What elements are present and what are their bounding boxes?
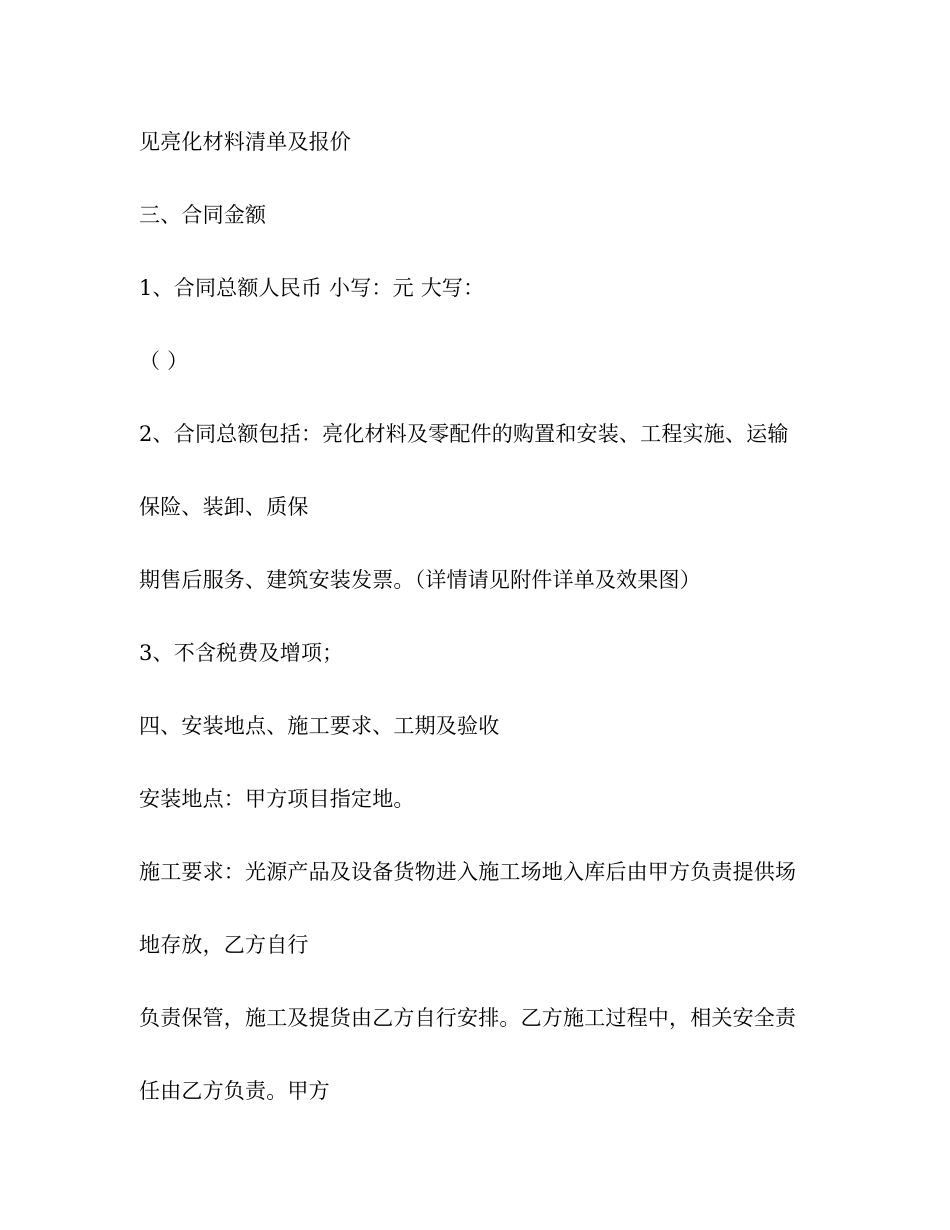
- text-line-amount-includes: 2、合同总额包括：亮化材料及零配件的购置和安装、工程实施、运输: [139, 422, 789, 446]
- text-line-storage: 地存放，乙方自行: [139, 933, 309, 957]
- text-line-installation-site: 安装地点：甲方项目指定地。: [139, 787, 415, 811]
- text-line-excludes-tax: 3、不含税费及增项；: [139, 641, 344, 665]
- text-line-material-list: 见亮化材料清单及报价: [139, 130, 351, 154]
- text-line-construction-requirements: 施工要求：光源产品及设备货物进入施工场地入库后由甲方负责提供场: [139, 860, 797, 884]
- text-line-amount-includes-cont: 保险、装卸、质保: [139, 495, 309, 519]
- section-heading-installation: 四、安装地点、施工要求、工期及验收: [139, 714, 500, 738]
- text-line-amount-parenthesis: （ ）: [139, 349, 189, 373]
- text-line-custody: 负责保管，施工及提货由乙方自行安排。乙方施工过程中，相关安全责: [139, 1006, 797, 1030]
- text-line-safety-responsibility: 任由乙方负责。甲方: [139, 1079, 330, 1103]
- section-heading-contract-amount: 三、合同金额: [139, 203, 267, 227]
- text-line-after-sales: 期售后服务、建筑安装发票。（详情请见附件详单及效果图）: [139, 568, 701, 592]
- text-line-total-amount: 1、合同总额人民币 小写：元 大写：: [139, 276, 485, 300]
